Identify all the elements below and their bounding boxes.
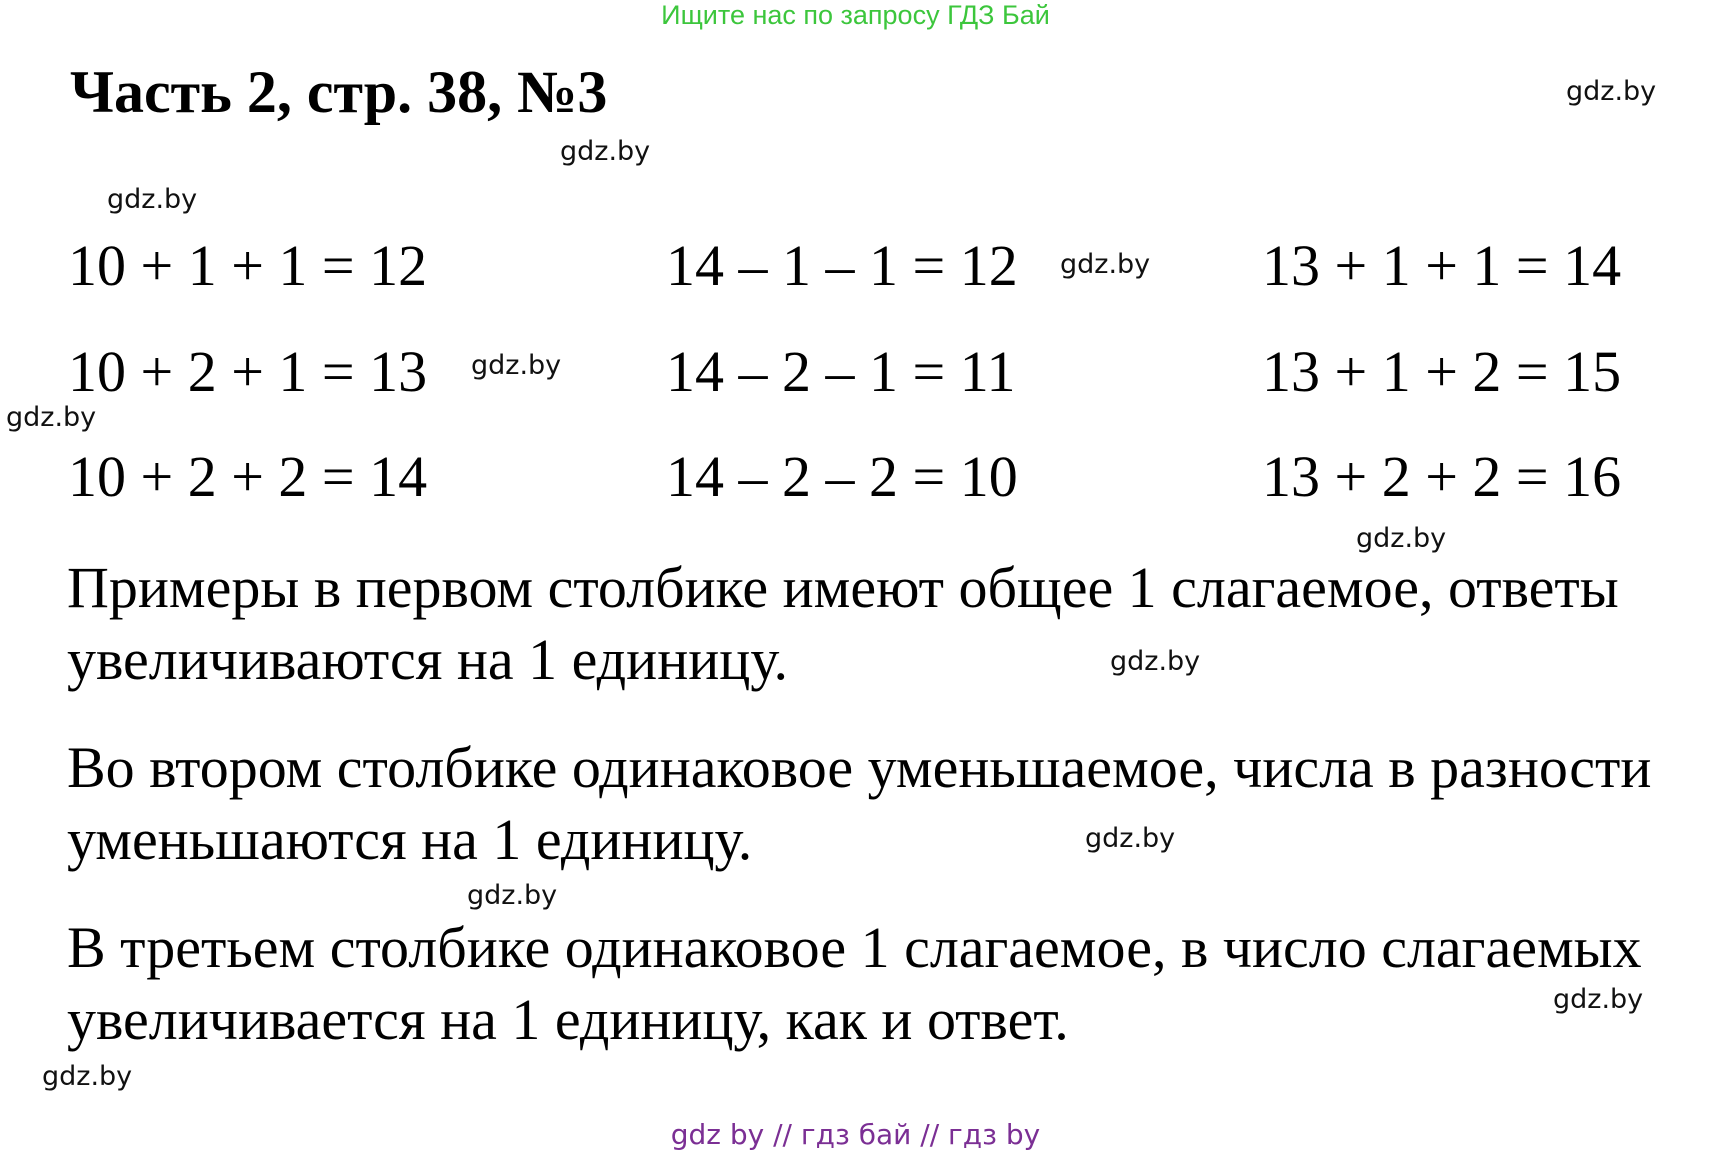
watermark: gdz.by — [1060, 249, 1151, 280]
footer-links: gdz by // гдз бай // гдз by — [670, 1118, 1041, 1151]
watermark: gdz.by — [560, 136, 651, 167]
explanation-paragraph-2: Во втором столбике одинаковое уменьшаемое, числа в разности уменьшаются на 1 единицу. — [67, 735, 1652, 872]
equation-col2-row3: 14 – 2 – 2 = 10 — [666, 444, 1018, 509]
equation-col3-row2: 13 + 1 + 2 = 15 — [1262, 339, 1622, 404]
equation-col3-row3: 13 + 2 + 2 = 16 — [1262, 444, 1622, 509]
explanation-paragraph-1: Примеры в первом столбике имеют общее 1 слагаемое, ответы увеличиваются на 1 единицу. — [67, 555, 1619, 692]
equation-col1-row1: 10 + 1 + 1 = 12 — [68, 233, 428, 298]
equation-col3-row1: 13 + 1 + 1 = 14 — [1262, 233, 1622, 298]
watermark: gdz.by — [1566, 76, 1657, 107]
watermark: gdz.by — [6, 402, 97, 433]
equation-col1-row3: 10 + 2 + 2 = 14 — [68, 444, 428, 509]
page-title: Часть 2, стр. 38, №3 — [70, 59, 608, 125]
watermark: gdz.by — [467, 880, 558, 911]
equation-col2-row2: 14 – 2 – 1 = 11 — [666, 339, 1016, 404]
equation-col2-row1: 14 – 1 – 1 = 12 — [666, 233, 1018, 298]
watermark: gdz.by — [1553, 984, 1644, 1015]
watermark: gdz.by — [1356, 523, 1447, 554]
equation-col1-row2: 10 + 2 + 1 = 13 — [68, 339, 428, 404]
explanation-paragraph-3: В третьем столбике одинаковое 1 слагаемое, в число слагаемых увеличивается на 1 единицу, как и ответ. — [67, 915, 1642, 1052]
search-banner: Ищите нас по запросу ГДЗ Бай — [661, 0, 1050, 30]
watermark: gdz.by — [1110, 646, 1201, 677]
watermark: gdz.by — [42, 1061, 133, 1092]
watermark: gdz.by — [1085, 823, 1176, 854]
watermark: gdz.by — [471, 350, 562, 381]
watermark: gdz.by — [107, 184, 198, 215]
